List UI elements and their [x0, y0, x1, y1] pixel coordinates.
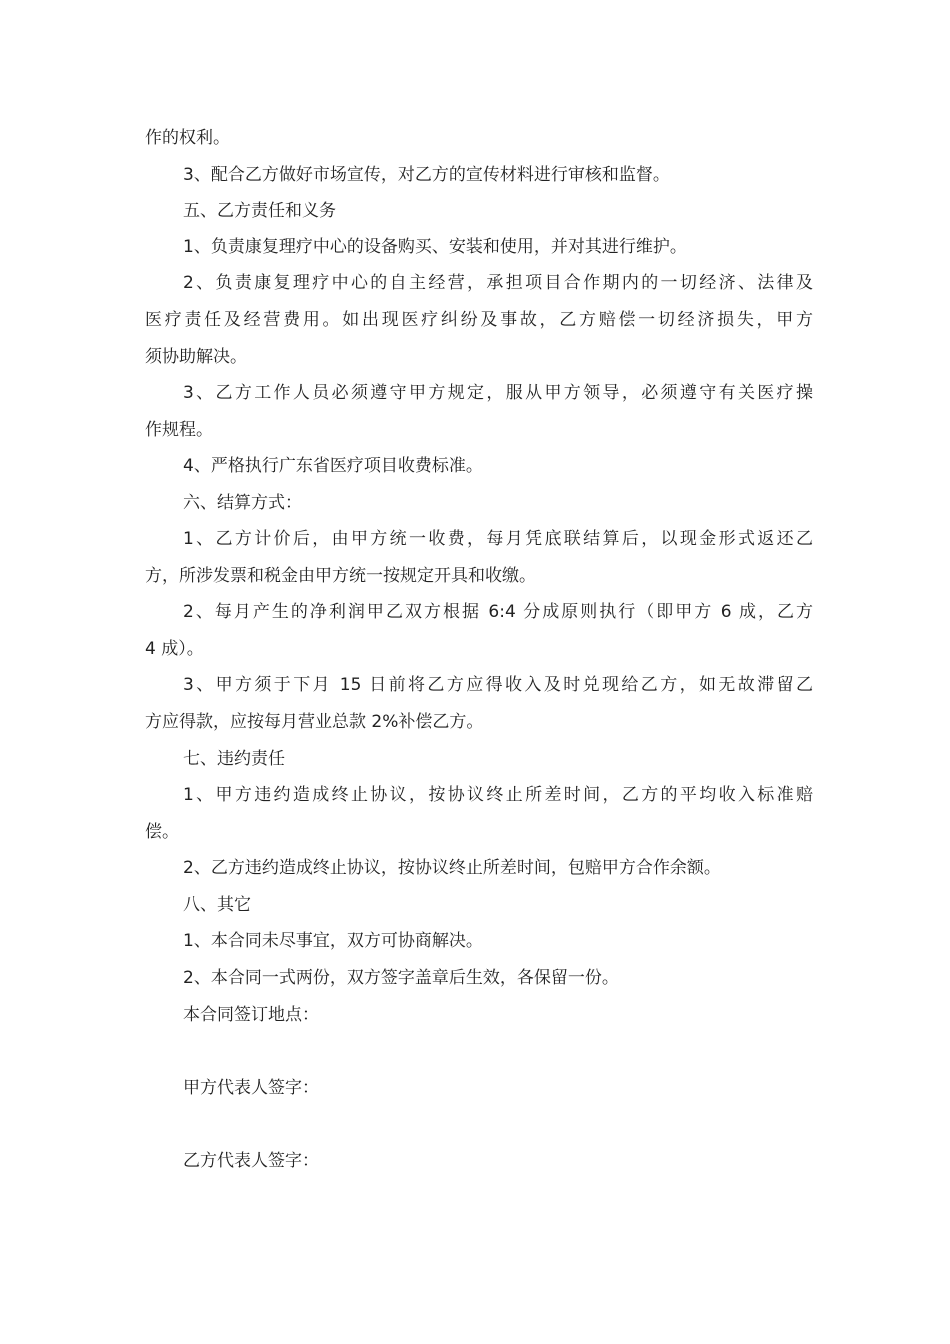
signing-location-label: 本合同签订地点：: [183, 1005, 319, 1025]
section-heading: 六、结算方式：: [183, 493, 302, 513]
paragraph-line: 方，所涉发票和税金由甲方统一按规定开具和收缴。: [145, 566, 536, 586]
party-a-signature-label: 甲方代表人签字：: [183, 1078, 319, 1098]
paragraph-line: 3、甲方须于下月 15 日前将乙方应得收入及时兑现给乙方，如无故滞留乙: [183, 675, 813, 695]
paragraph-line: 3、配合乙方做好市场宣传，对乙方的宣传材料进行审核和监督。: [183, 165, 670, 185]
section-heading: 五、乙方责任和义务: [183, 201, 336, 221]
paragraph-line: 1、本合同未尽事宜，双方可协商解决。: [183, 931, 483, 951]
paragraph-line: 1、乙方计价后，由甲方统一收费，每月凭底联结算后，以现金形式返还乙: [183, 529, 813, 549]
paragraph-line: 1、甲方违约造成终止协议，按协议终止所差时间，乙方的平均收入标准赔: [183, 785, 813, 805]
paragraph-line: 2、乙方违约造成终止协议，按协议终止所差时间，包赔甲方合作余额。: [183, 858, 721, 878]
paragraph-line: 医疗责任及经营费用。如出现医疗纠纷及事故，乙方赔偿一切经济损失，甲方: [145, 310, 813, 330]
paragraph-line: 4、严格执行广东省医疗项目收费标准。: [183, 456, 483, 476]
paragraph-line: 作规程。: [145, 420, 213, 440]
paragraph-line: 4 成）。: [145, 639, 204, 659]
paragraph-line: 偿。: [145, 822, 179, 842]
paragraph-line: 方应得款，应按每月营业总款 2%补偿乙方。: [145, 712, 484, 732]
paragraph-line: 2、负责康复理疗中心的自主经营，承担项目合作期内的一切经济、法律及: [183, 273, 813, 293]
section-heading: 八、其它: [183, 895, 251, 915]
paragraph-line: 1、负责康复理疗中心的设备购买、安装和使用，并对其进行维护。: [183, 237, 687, 257]
paragraph-line: 2、本合同一式两份，双方签字盖章后生效，各保留一份。: [183, 968, 619, 988]
paragraph-line: 3、乙方工作人员必须遵守甲方规定，服从甲方领导，必须遵守有关医疗操: [183, 383, 813, 403]
paragraph-line: 作的权利。: [145, 128, 230, 148]
section-heading: 七、违约责任: [183, 749, 285, 769]
paragraph-line: 2、每月产生的净利润甲乙双方根据 6:4 分成原则执行（即甲方 6 成，乙方: [183, 602, 813, 622]
party-b-signature-label: 乙方代表人签字：: [183, 1151, 319, 1171]
paragraph-line: 须协助解决。: [145, 347, 247, 367]
